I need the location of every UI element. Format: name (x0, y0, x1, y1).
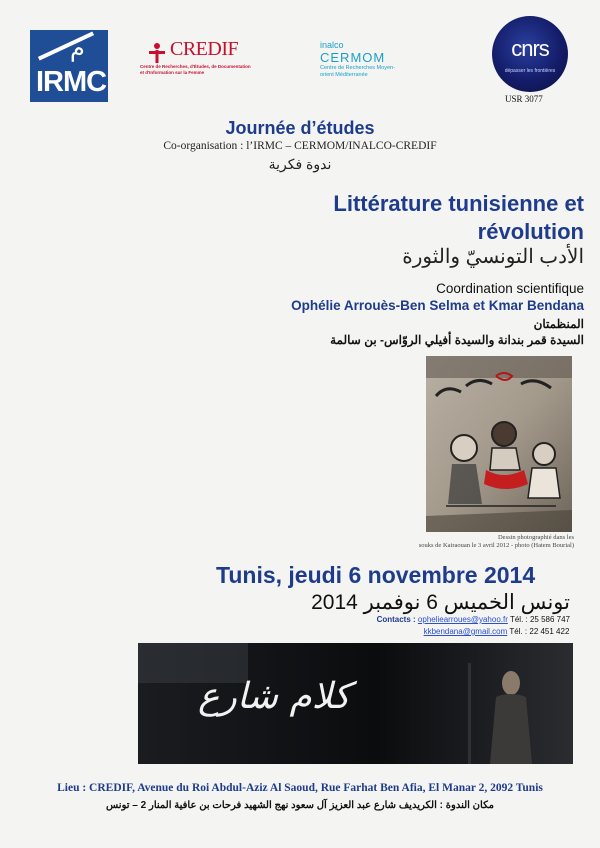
coordinator-names: Ophélie Arrouès-Ben Selma et Kmar Bendana (291, 298, 584, 313)
event-type-arabic: ندوة فكرية (268, 156, 332, 172)
contacts-label: Contacts : (376, 615, 416, 624)
graffiti-drawing-image (426, 356, 572, 532)
credif-name: CREDIF (170, 38, 239, 60)
contact-email-2[interactable]: kkbendana@gmail.com (423, 627, 508, 636)
credif-logo (140, 38, 250, 88)
irmc-logo-text: IRMC (36, 66, 107, 98)
irmc-logo-stroke (38, 32, 94, 61)
cermom-name: CERMOM (320, 50, 386, 65)
event-title-arabic: الأدب التونسيّ والثورة (402, 246, 584, 268)
event-type-title: Journée d’études (225, 118, 375, 138)
event-location: Lieu : CREDIF, Avenue du Roi Abdul-Aziz Al Saoud, Rue Farhat Ben Afia, El Manar 2, 2092 Tunis (57, 782, 543, 794)
cnrs-text: cnrs (511, 36, 549, 61)
credif-subtitle: Centre de Recherches, d'Études, de Documentation et d'Information sur la Femme (140, 64, 251, 75)
event-location-arabic: مكان الندوة : الكريديف شارع عبد العزيز آل سعود نهج الشهيد فرحات بن عافية المنار 2 – تونس (106, 800, 494, 811)
contact-phone-1: Tél. : 25 586 747 (509, 615, 570, 624)
contact-row-1 (377, 614, 570, 626)
usr-label: USR 3077 (505, 94, 543, 104)
photo-caption-line2: souks de Kairaouan le 3 avril 2012 - photo (Hatem Bourial) (418, 542, 574, 549)
event-date: Tunis, jeudi 6 novembre 2014 (216, 562, 536, 588)
graffiti-photo (426, 356, 572, 532)
credif-symbol-icon (148, 42, 166, 64)
cermom-subtitle: Centre de Recherches Moyen-orient Méditerranée (320, 65, 395, 78)
event-title: Littérature tunisienne et révolution (333, 191, 584, 244)
organizer-names-arabic: السيدة قمر بندانة والسيدة أفيلي الروّاس- بن سالمة (330, 333, 584, 347)
organizers-label-arabic: المنظمتان (533, 317, 584, 331)
cnrs-tagline: dépasser les frontières (504, 68, 556, 74)
cermom-inalco: inalco (320, 40, 344, 50)
event-date-arabic: تونس الخميس 6 نوفمبر 2014 (311, 591, 570, 614)
cnrs-logo (492, 16, 568, 92)
contact-email-1[interactable]: opheliearroues@yahoo.fr (417, 615, 508, 624)
contact-row-2 (377, 626, 570, 638)
cermom-logo (320, 40, 400, 92)
coordination-label: Coordination scientifique (436, 281, 584, 296)
irmc-logo (30, 30, 108, 102)
banner-title-arabic: كلام شارع (198, 676, 351, 717)
contact-phone-2: Tél. : 22 451 422 (509, 627, 570, 636)
photo-caption-line1: Dessin photographié dans les (497, 534, 574, 541)
contacts-block (377, 614, 570, 638)
coorganisation-line: Co-organisation : l’IRMC – CERMOM/INALCO-CREDIF (163, 140, 437, 152)
irmc-logo-glyph: م (70, 34, 85, 62)
photo-caption (374, 534, 574, 550)
